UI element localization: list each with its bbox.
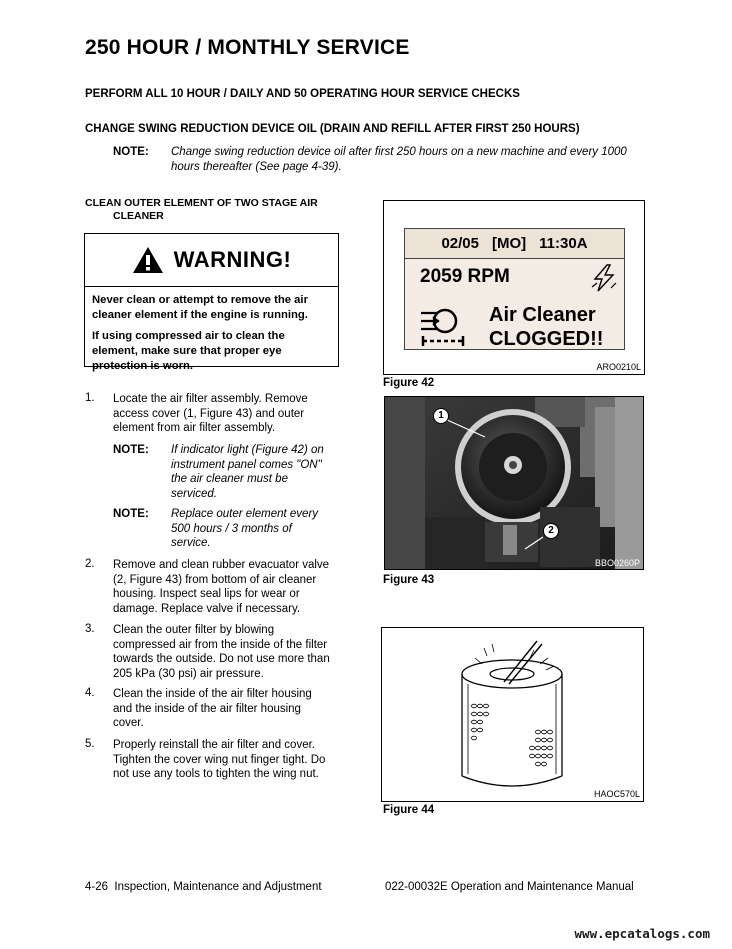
step-4-number: 4.	[85, 687, 95, 699]
step-4-line: and the inside of the air filter housing	[113, 702, 301, 715]
step-2-line: Remove and clean rubber evacuator valve	[113, 559, 330, 571]
subtitle-swing-reduction: CHANGE SWING REDUCTION DEVICE OIL (DRAIN AND REFILL AFTER FIRST 250 HOURS)	[85, 123, 580, 135]
step-3-text	[113, 623, 340, 681]
lcd-display	[404, 228, 625, 350]
step-3-number: 3.	[85, 623, 95, 635]
warning-para1-line1: Never clean or attempt to remove the air	[92, 294, 308, 306]
step-1-note-1-text	[171, 443, 340, 501]
step-2-line: damage. Replace valve if necessary.	[113, 602, 301, 615]
figure-42-frame	[383, 200, 645, 375]
figure-43-code: BBO0260P	[594, 558, 640, 568]
step-1-note-1-label-wrap	[113, 443, 149, 458]
note-line: the air cleaner must be	[171, 473, 288, 485]
warning-para2-line2: element, make sure that proper eye	[92, 345, 282, 357]
warning-body	[85, 287, 338, 374]
warning-para-2	[92, 329, 331, 374]
figure-44-code: HAOC570L	[593, 789, 640, 799]
note-label: NOTE:	[113, 508, 149, 520]
lightning-icon	[589, 263, 619, 293]
step-5-line: not use any tools to tighten the wing nut.	[113, 768, 319, 780]
air-filter-icon	[417, 301, 469, 347]
note-line: instrument panel comes "ON"	[171, 458, 322, 471]
figure-42-label: Figure 42	[383, 377, 435, 389]
step-5-line: Properly reinstall the air filter and cover.	[113, 739, 315, 751]
step-2-line: housing. Inspect seal lips for wear or	[113, 588, 300, 600]
section-heading	[85, 197, 318, 223]
note-label: NOTE:	[113, 444, 149, 456]
figure-44-frame	[381, 627, 644, 802]
air-filter-drawing	[442, 636, 592, 796]
step-5-line: Tighten the cover wing nut finger tight. Do	[113, 753, 326, 766]
warning-para-1	[92, 293, 331, 323]
section-heading-line1: CLEAN OUTER ELEMENT OF TWO STAGE AIR	[85, 197, 318, 209]
engine-photo	[385, 397, 644, 570]
note-line: 500 hours / 3 months of	[171, 522, 292, 535]
note-line: Replace outer element every	[171, 508, 319, 520]
step-4-line: cover.	[113, 717, 144, 729]
warning-para1-line2: cleaner element if the engine is running.	[92, 309, 308, 321]
lcd-message	[489, 303, 603, 351]
warning-title: WARNING!	[173, 247, 292, 272]
warning-triangle-icon	[132, 246, 164, 274]
lcd-time: 11:30A	[539, 235, 588, 252]
subtitle-service-checks: PERFORM ALL 10 HOUR / DAILY AND 50 OPERATING HOUR SERVICE CHECKS	[85, 88, 520, 100]
figure-43-frame	[384, 396, 644, 570]
note-line: serviced.	[171, 487, 218, 500]
step-2-line: (2, Figure 43) from bottom of air cleaner	[113, 573, 317, 586]
lcd-message-line2: CLOGGED!!	[489, 328, 604, 350]
note-text-line2: hours thereafter (See page 4-39).	[171, 161, 342, 173]
step-1-note-2-text	[171, 507, 340, 551]
step-3-line: towards the outside. Do not use more than	[113, 653, 330, 665]
lcd-date: 02/05	[441, 235, 479, 252]
lcd-rpm: 2059 RPM	[420, 266, 510, 287]
note-line: service.	[171, 537, 211, 549]
figure-42-code: ARO0210L	[596, 362, 641, 372]
step-1-note-2-label-wrap	[113, 507, 149, 522]
step-3-line: Clean the outer filter by blowing	[113, 624, 275, 636]
lcd-message-line1: Air Cleaner	[489, 304, 596, 326]
warning-para2-line1: If using compressed air to clean the	[92, 330, 285, 342]
page-title: 250 HOUR / MONTHLY SERVICE	[85, 36, 410, 59]
lcd-day: [MO]	[492, 235, 527, 252]
section-heading-line2: CLEANER	[113, 210, 164, 222]
watermark-link[interactable]: www.epcatalogs.com	[574, 926, 710, 941]
lcd-header	[405, 229, 624, 259]
step-1-number: 1.	[85, 392, 95, 404]
warning-header	[85, 234, 338, 287]
step-4-line: Clean the inside of the air filter housing	[113, 688, 312, 700]
step-2-number: 2.	[85, 558, 95, 570]
step-4-text	[113, 687, 340, 731]
footer-right: 022-00032E Operation and Maintenance Manual	[385, 881, 634, 893]
figure-44-label: Figure 44	[383, 804, 435, 816]
step-1-line: access cover (1, Figure 43) and outer	[113, 407, 305, 420]
step-1-line: Locate the air filter assembly. Remove	[113, 393, 308, 405]
note-line: If indicator light (Figure 42) on	[171, 444, 324, 456]
figure-43-label: Figure 43	[383, 574, 435, 586]
footer-left: 4-26 Inspection, Maintenance and Adjustment	[85, 881, 322, 893]
note-label: NOTE:	[113, 146, 149, 158]
step-2-text	[113, 558, 340, 616]
warning-box	[84, 233, 339, 372]
step-1-line: element from air filter assembly.	[113, 422, 276, 434]
note-text-line1: Change swing reduction device oil after first 250 hours on a new machine and every 1000	[171, 146, 627, 158]
step-3-line: 205 kPa (30 psi) air pressure.	[113, 667, 264, 680]
callout-1: 1	[433, 408, 449, 424]
warning-para2-line3: protection is worn.	[92, 360, 194, 372]
step-1-text	[113, 392, 340, 436]
step-5-text	[113, 738, 340, 782]
callout-2: 2	[543, 523, 559, 539]
step-3-line: compressed air from the inside of the filter	[113, 638, 328, 651]
step-5-number: 5.	[85, 738, 95, 750]
